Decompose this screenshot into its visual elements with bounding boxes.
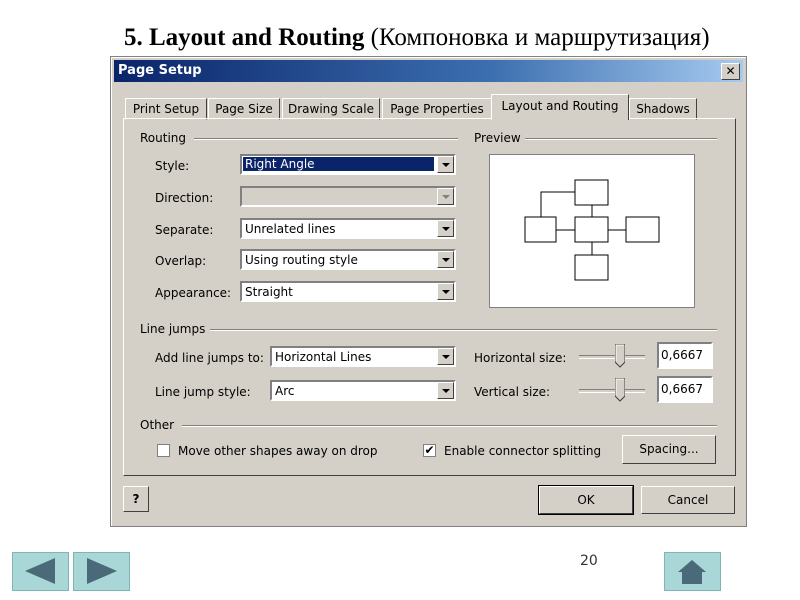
tab-print-setup[interactable]: Print Setup bbox=[125, 98, 207, 120]
horizontal-size-input[interactable]: 0,6667 bbox=[657, 342, 713, 369]
line-jump-style-label: Line jump style: bbox=[155, 385, 251, 399]
style-label: Style: bbox=[155, 159, 190, 173]
tab-page-size[interactable]: Page Size bbox=[208, 98, 280, 120]
dialog-title: Page Setup bbox=[118, 63, 202, 78]
arrow-right-icon bbox=[74, 553, 129, 590]
preview-diagram bbox=[490, 155, 694, 307]
style-dropdown[interactable] bbox=[240, 154, 456, 175]
routing-group-label: Routing bbox=[140, 131, 187, 145]
separate-dropdown[interactable] bbox=[240, 218, 456, 239]
direction-dropdown[interactable] bbox=[240, 186, 456, 207]
appearance-label: Appearance: bbox=[155, 286, 232, 300]
preview-group-label: Preview bbox=[474, 131, 521, 145]
chevron-down-icon[interactable] bbox=[437, 348, 454, 365]
add-line-jumps-value: Horizontal Lines bbox=[275, 350, 372, 364]
home-button[interactable] bbox=[664, 552, 721, 591]
chevron-down-icon[interactable] bbox=[437, 220, 454, 237]
overlap-value: Using routing style bbox=[245, 253, 358, 267]
line-jump-style-dropdown[interactable] bbox=[270, 380, 456, 401]
move-shapes-checkbox[interactable] bbox=[157, 444, 170, 457]
tab-layout-and-routing[interactable]: Layout and Routing bbox=[491, 94, 629, 120]
connector-splitting-label: Enable connector splitting bbox=[444, 444, 602, 458]
add-line-jumps-label: Add line jumps to: bbox=[155, 351, 264, 365]
slider-thumb[interactable] bbox=[615, 344, 625, 368]
chevron-down-icon[interactable] bbox=[437, 188, 454, 205]
routing-group-line bbox=[194, 138, 458, 140]
preview-group-line bbox=[525, 138, 717, 140]
home-icon bbox=[665, 553, 720, 590]
separate-label: Separate: bbox=[155, 223, 214, 237]
style-value: Right Angle bbox=[243, 157, 434, 171]
close-button[interactable]: ✕ bbox=[721, 63, 740, 80]
slider-thumb[interactable] bbox=[615, 378, 625, 402]
arrow-left-icon bbox=[13, 553, 68, 590]
spacing-button[interactable]: Spacing... bbox=[622, 435, 716, 464]
slide-title bbox=[124, 24, 710, 52]
chevron-down-icon[interactable] bbox=[437, 382, 454, 399]
separate-value: Unrelated lines bbox=[245, 222, 336, 236]
slide-title-bold: 5. Layout and Routing bbox=[124, 24, 365, 51]
line-jump-style-value: Arc bbox=[275, 384, 295, 398]
layout-routing-panel bbox=[123, 118, 736, 476]
slide-title-rest: (Компоновка и маршрутизация) bbox=[370, 24, 710, 51]
direction-label: Direction: bbox=[155, 191, 214, 205]
tab-drawing-scale[interactable]: Drawing Scale bbox=[282, 98, 380, 120]
other-group-line bbox=[182, 425, 717, 427]
slider-track bbox=[579, 389, 645, 393]
connector-splitting-checkbox[interactable]: ✔ bbox=[424, 443, 435, 457]
chevron-down-icon[interactable] bbox=[437, 251, 454, 268]
chevron-down-icon[interactable] bbox=[437, 156, 454, 173]
next-slide-button[interactable] bbox=[73, 552, 130, 591]
slider-track bbox=[579, 355, 645, 359]
vertical-size-input[interactable]: 0,6667 bbox=[657, 376, 713, 403]
other-group-label: Other bbox=[140, 418, 175, 432]
line-jumps-group-label: Line jumps bbox=[140, 322, 206, 336]
overlap-dropdown[interactable] bbox=[240, 249, 456, 270]
help-icon[interactable]: ? bbox=[123, 486, 149, 512]
overlap-label: Overlap: bbox=[155, 254, 207, 268]
page-setup-dialog bbox=[110, 56, 747, 527]
appearance-value: Straight bbox=[245, 285, 293, 299]
appearance-dropdown[interactable] bbox=[240, 281, 456, 302]
move-shapes-label: Move other shapes away on drop bbox=[178, 444, 378, 458]
dialog-titlebar[interactable] bbox=[114, 60, 743, 82]
cancel-button[interactable]: Cancel bbox=[641, 486, 735, 514]
horizontal-size-label: Horizontal size: bbox=[474, 351, 567, 365]
tab-shadows[interactable]: Shadows bbox=[629, 98, 697, 120]
prev-slide-button[interactable] bbox=[12, 552, 69, 591]
vertical-size-slider[interactable] bbox=[579, 378, 645, 402]
chevron-down-icon[interactable] bbox=[437, 283, 454, 300]
add-line-jumps-dropdown[interactable] bbox=[270, 346, 456, 367]
tab-page-properties[interactable]: Page Properties bbox=[382, 98, 492, 120]
ok-button[interactable]: OK bbox=[539, 486, 633, 514]
vertical-size-label: Vertical size: bbox=[474, 385, 551, 399]
page-number: 20 bbox=[580, 553, 598, 569]
line-jumps-group-line bbox=[210, 329, 717, 331]
routing-preview bbox=[489, 154, 695, 308]
horizontal-size-slider[interactable] bbox=[579, 344, 645, 368]
